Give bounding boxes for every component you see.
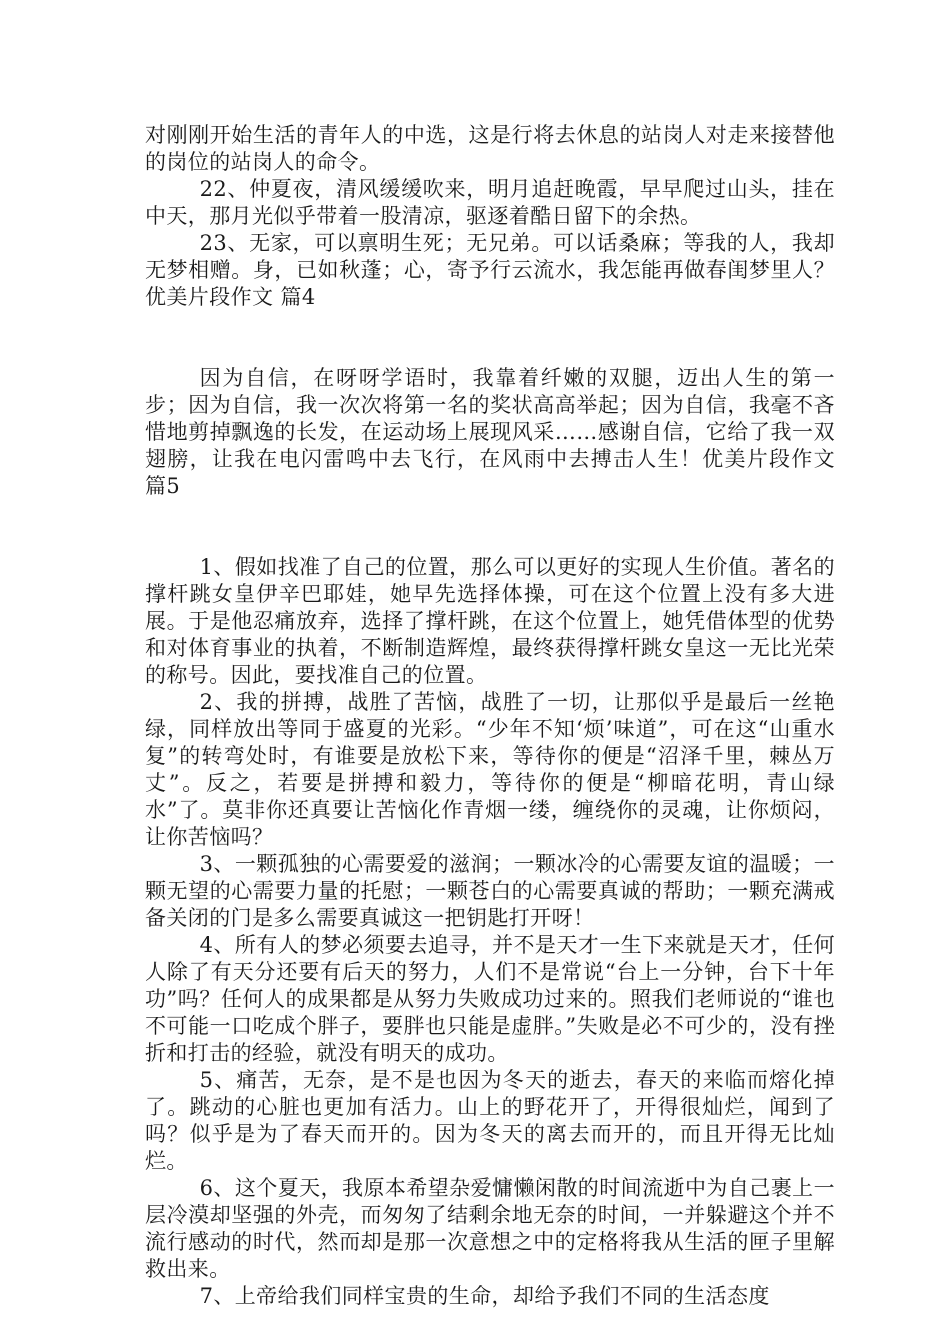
section-gap bbox=[145, 311, 835, 365]
paragraph-5: 5、痛苦，无奈，是不是也因为冬天的逝去，春天的来临而熔化掉了。跳动的心脏也更加有活力。山上的野花开了，开得很灿烂，闻到了吗？似乎是为了春天而开的。因为冬天的离去而开的，而且开得无比灿烂。 bbox=[145, 1068, 835, 1173]
paragraph-22: 22、仲夏夜，清风缓缓吹来，明月追赶晚霞，早早爬过山头，挂在中天，那月光似乎带着一股清凉，驱逐着酷日留下的余热。 bbox=[145, 177, 835, 228]
paragraph-7: 7、上帝给我们同样宝贵的生命，却给予我们不同的生活态度 bbox=[199, 1284, 770, 1308]
paragraph-6: 6、这个夏天，我原本希望杂爱慵懒闲散的时间流逝中为自己裹上一层冷漠却坚强的外壳，而匆匆了结剩余地无奈的时间，一并躲避这个并不流行感动的时代，然而却是那一次意想之中的定格将我从生活的匣子里解救出来。 bbox=[145, 1176, 835, 1281]
paragraph-2: 2、我的拼搏，战胜了苦恼，战胜了一切，让那似乎是最后一丝艳绿，同样放出等同于盛夏的光彩。“少年不知‘烦’味道”，可在这“山重水复”的转弯处时，有谁要是放松下来，等待你的便是“沼泽千里，棘丛万丈”。反之，若要是拼搏和毅力，等待你的便是“柳暗花明，青山绿水”了。莫非你还真要让苦恼化作青烟一缕，缠绕你的灵魂，让你烦闷，让你苦恼吗？ bbox=[145, 690, 835, 849]
paragraph-continuation: 对刚刚开始生活的青年人的中选，这是行将去休息的站岗人对走来接替他的岗位的站岗人的命令。 bbox=[145, 123, 835, 174]
paragraph-confidence: 因为自信，在呀呀学语时，我靠着纤嫩的双腿，迈出人生的第一步；因为自信，我一次次将第一名的奖状高高举起；因为自信，我毫不吝惜地剪掉飘逸的长发，在运动场上展现风采……感谢自信，它给了我一双翅膀，让我在电闪雷鸣中去飞行，在风雨中去搏击人生！优美片段作文 篇5 bbox=[145, 366, 835, 498]
paragraph-1: 1、假如找准了自己的位置，那么可以更好的实现人生价值。著名的撑杆跳女皇伊辛巴耶娃，她早先选择体操，可在这个位置上没有多大进展。于是他忍痛放弃，选择了撑杆跳，在这个位置上，她凭借体型的优势和对体育事业的执着，不断制造辉煌，最终获得撑杆跳女皇这一无比光荣的称号。因此，要找准自己的位置。 bbox=[145, 555, 835, 687]
paragraph-3: 3、一颗孤独的心需要爱的滋润；一颗冰冷的心需要友谊的温暖；一颗无望的心需要力量的托慰；一颗苍白的心需要真诚的帮助；一颗充满戒备关闭的门是多么需要真诚这一把钥匙打开呀！ bbox=[145, 852, 835, 930]
paragraph-4: 4、所有人的梦必须要去追寻，并不是天才一生下来就是天才，任何人除了有天分还要有后天的努力，人们不是常说“台上一分钟，台下十年功”吗？任何人的成果都是从努力失败成功过来的。照我们老师说的“谁也不可能一口吃成个胖子，要胖也只能是虚胖。”失败是必不可少的，没有挫折和打击的经验，就没有明天的成功。 bbox=[145, 933, 835, 1065]
document-body bbox=[145, 122, 835, 1310]
section-gap bbox=[145, 500, 835, 554]
paragraph-23: 23、无家，可以禀明生死；无兄弟。可以话桑麻；等我的人，我却无梦相赠。身，已如秋蓬；心，寄予行云流水，我怎能再做春闺梦里人？优美片段作文 篇4 bbox=[145, 231, 835, 309]
